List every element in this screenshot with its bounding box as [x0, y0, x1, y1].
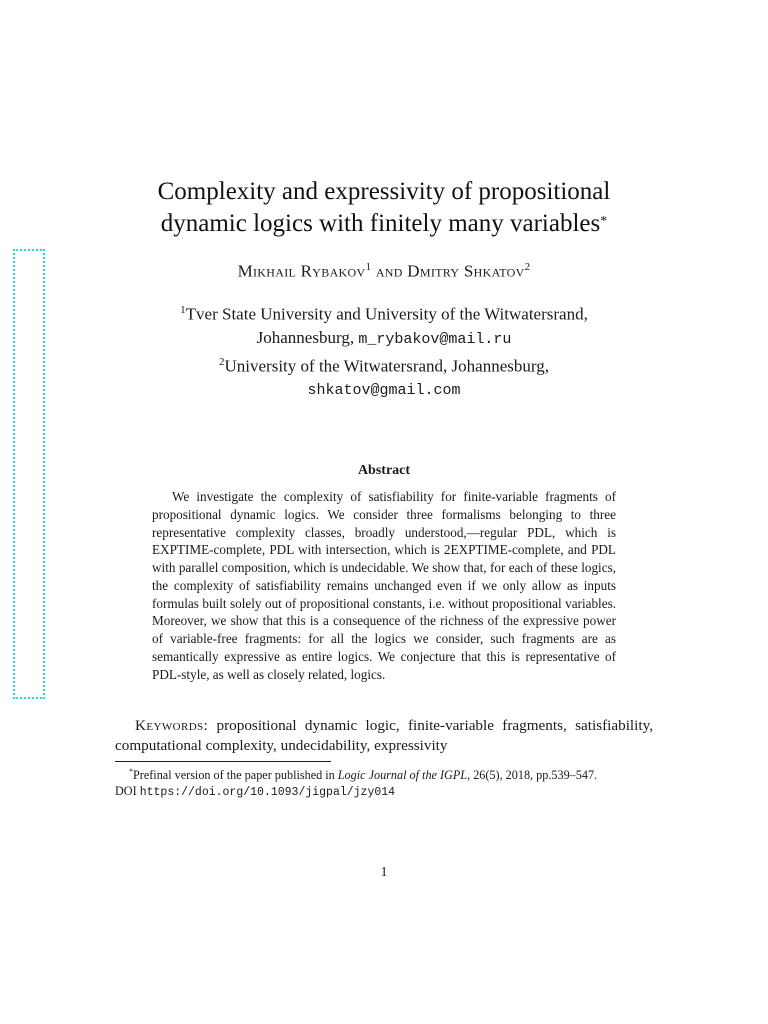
affiliation-2: University of the Witwatersrand, Johannesburg,	[224, 356, 549, 376]
title-footnote-marker: *	[600, 214, 608, 229]
author-2: Dmitry Shkatov	[407, 261, 525, 281]
keywords-text: propositional dynamic logic, finite-variable fragments, satisfiability, computational complexity, undecidability, expressivity	[115, 717, 653, 754]
keywords-label: Keywords:	[135, 717, 209, 734]
author-conjunction: and	[375, 261, 403, 281]
doi-link[interactable]: https://doi.org/10.1093/jigpal/jzy014	[139, 786, 396, 800]
footnote-text-before: Prefinal version of the paper published in	[133, 768, 338, 783]
affiliation-1-city: Johannesburg,	[256, 327, 359, 347]
author-1-mark: 1	[365, 261, 372, 273]
abstract-body: We investigate the complexity of satisfiability for finite-variable fragments of propositional dynamic logics. We consider three formalisms belonging to three representative complexity classes, broadly understood,—regular PDL, which is EXPTIME-complete, PDL with intersection, which is 2EXPTIME-complete, and PDL with parallel composition, which is undecidable. We show that, for each of these logics, the complexity of satisfiability remains unchanged even if we only allow as inputs formulas built solely out of propositional constants, i.e. without propositional variables. Moreover, we show that this is a consequence of the richness of the expressive power of variable-free fragments: for all the logics we consider, such fragments are as semantically expressive as entire logics. We conjecture that this is representative of PDL-style, as well as closely related, logics.	[152, 489, 616, 682]
author-1: Mikhail Rybakov	[237, 261, 366, 281]
author-list	[100, 261, 668, 282]
page-number: 1	[380, 865, 388, 880]
keywords	[115, 716, 653, 756]
footnote-journal: Logic Journal of the IGPL	[337, 768, 468, 783]
doi-label: DOI	[115, 784, 140, 799]
paper-title	[100, 176, 668, 240]
title-line-2: dynamic logics with finitely many variables	[160, 210, 601, 237]
email-link-1[interactable]: m_rybakov@mail.ru	[358, 330, 512, 348]
abstract-heading: Abstract	[357, 463, 411, 478]
email-link-2[interactable]: shkatov@gmail.com	[307, 382, 461, 400]
selection-frame	[13, 249, 45, 699]
author-2-mark: 2	[524, 261, 531, 273]
affiliations	[100, 299, 668, 402]
footnote	[115, 764, 675, 801]
affiliation-1: Tver State University and University of the Witwatersrand,	[185, 304, 588, 324]
footnote-rule	[115, 761, 331, 762]
affiliation-2-mark: 2	[219, 355, 225, 368]
footnote-text-after: , 26(5), 2018, pp.539–547.	[467, 768, 598, 783]
affiliation-1-mark: 1	[180, 304, 186, 316]
title-line-1: Complexity and expressivity of propositional	[157, 178, 611, 205]
footnote-marker: *	[129, 767, 133, 776]
